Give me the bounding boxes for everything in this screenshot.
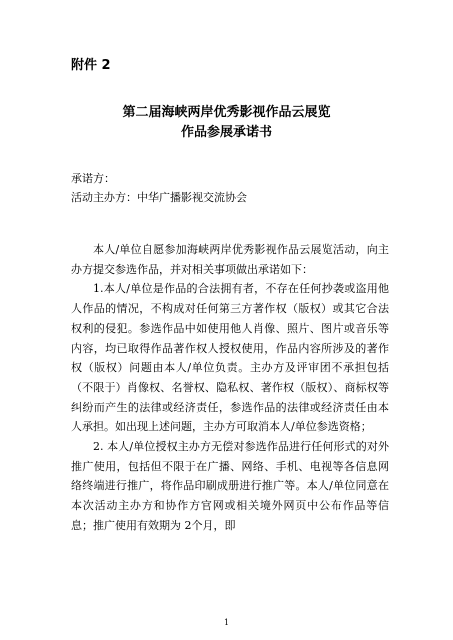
addressee-line: 承诺方：: [71, 172, 115, 185]
paragraph-clause-2: 2. 本人/单位授权主办方无偿对参选作品进行任何形式的对外推广使用，包括但不限于在广播、网络、手机、电视等各信息网络终端进行推广，将作品印刷成册进行推广等。本人/单位同意在本次活动主办方和协作方官网或相关境外网页中公布作品等信息；推广使用有效期为 2个月，即: [71, 440, 389, 532]
organizer-line: 活动主办方：中华广播影视交流协会: [71, 191, 247, 204]
paragraph-clause-1: 1.本人/单位是作品的合法拥有者，不存在任何抄袭或盗用他人作品的情况，不构成对任何第三方著作权（版权）或其它合法权利的侵犯。参选作品中如使用他人肖像、照片、图片或音乐等内容，均已取得作品著作权人授权使用，作品内容所涉及的著作权（版权）问题由本人/单位负责。主办方及评审团不承担包括（不限于）肖像权、名誉权、隐私权、著作权（版权）、商标权等纠纷而产生的法律或经济责任，参选作品的法律或经济责任由本人承担。如出现上述问题，主办方可取消本人/单位参选资格；: [71, 282, 389, 434]
page-number: 1: [223, 618, 230, 627]
attachment-label: 附件 2: [71, 58, 111, 73]
document-title-line-1: 第二届海峡两岸优秀影视作品云展览: [122, 105, 331, 120]
document-title-line-2: 作品参展承诺书: [180, 125, 272, 140]
document-body: [71, 240, 389, 536]
paragraph-intro: 本人/单位自愿参加海峡两岸优秀影视作品云展览活动，向主办方提交参选作品，并对相关事项做出承诺如下：: [71, 243, 389, 276]
